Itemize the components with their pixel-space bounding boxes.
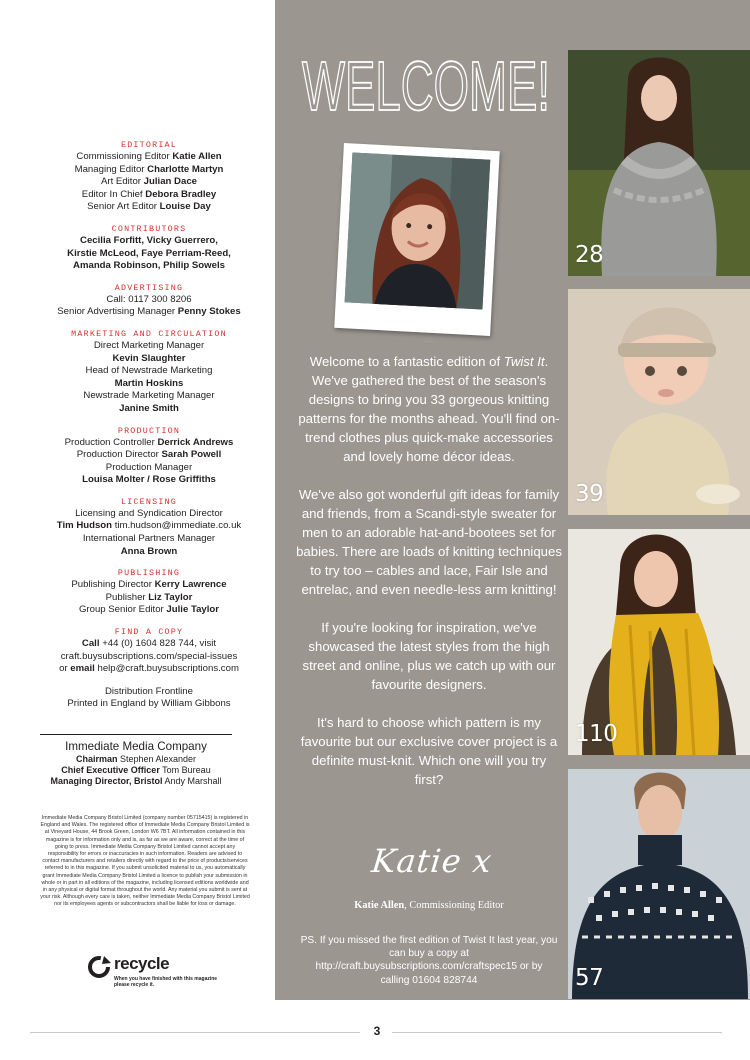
md-label: Managing Director, Bristol bbox=[50, 776, 163, 786]
credit-role: Head of Newstrade Marketing bbox=[85, 365, 213, 377]
advertising-heading: ADVERTISING bbox=[114, 282, 184, 293]
credit-line bbox=[28, 449, 270, 462]
credit-role: Senior Art Editor bbox=[87, 201, 157, 213]
credit-role: Production Director bbox=[76, 449, 159, 461]
ceo-name: Tom Bureau bbox=[162, 765, 211, 775]
credit-role: Commissioning Editor bbox=[76, 151, 170, 162]
legal-notice: Immediate Media Company Bristol Limited (company number 05715415) is registered in England and Wales. The registered office of Immediate Media Company Bristol Limited is at Vineyard House, 44 Brook Green, London W6 7BT. All information contained in this magazine is for information only and is, as far as we are aware, correct at the time of going to press. Immediate Media Company Bristol Limited cannot accept any responsibility for errors or inaccuracies in such information. Readers are advised to contact manufacturers and retailers directly with regard to the price of products/services referred to in this magazine. If you submit unsolicited material to us, you automatically grant Immediate Media Company Bristol Limited a licence to publish your submission in whole or in part in all editions of the magazine, including licensed editions worldwide and in any physical or digital format throughout the world. Any material you submit is sent at your risk. Although every care is taken, neither Immediate Media Company Bristol Limited nor its employees agents or subcontractors shall be liable for loss or damage. bbox=[40, 815, 250, 908]
credit-name: Charlotte Martyn bbox=[147, 163, 224, 175]
credit-name: Julie Taylor bbox=[166, 604, 220, 616]
distribution-text: Distribution Frontline bbox=[105, 685, 193, 697]
credit-line bbox=[28, 201, 270, 214]
editor-photo bbox=[334, 143, 499, 336]
letter-paragraph bbox=[296, 352, 562, 466]
contributors-line: Amanda Robinson, Philip Sowels bbox=[73, 260, 225, 272]
credit-name: Debora Bradley bbox=[145, 188, 217, 200]
credit-name: Louise Day bbox=[159, 201, 211, 213]
chairman-label: Chairman bbox=[75, 754, 118, 764]
signature-credit bbox=[296, 900, 562, 911]
letter-paragraph: It's hard to choose which pattern is my favourite but our exclusive cover project is a definite must-knit. Which one will you try first? bbox=[300, 715, 558, 787]
credit-name: Sarah Powell bbox=[161, 449, 222, 461]
pattern-thumbnail-cable-sweater[interactable] bbox=[568, 50, 750, 276]
letter-paragraph: We've also got wonderful gift ideas for family and friends, from a Scandi-style sweater for men to an adorable hat-and-bootees set for babies. There are loads of knitting techniques to try too – cables and lace, Fair Isle and entrelac, and even needle-less arm knitting! bbox=[296, 487, 562, 597]
credit-line bbox=[28, 437, 270, 450]
contributors-line: Kirstie McLeod, Faye Perriam-Reed, bbox=[67, 247, 231, 259]
company-box bbox=[40, 734, 232, 787]
advertising-section bbox=[28, 283, 270, 319]
credit-name: Kevin Slaughter bbox=[112, 352, 186, 364]
publishing-section bbox=[28, 568, 270, 617]
call-text: +44 (0) 1604 828 744, visit bbox=[102, 638, 217, 650]
credit-role: Production Controller bbox=[64, 436, 155, 448]
editor-portrait bbox=[345, 153, 491, 310]
company-title: Immediate Media Company bbox=[65, 740, 207, 753]
find-copy-section bbox=[28, 627, 270, 676]
licensing-heading: LICENSING bbox=[120, 496, 178, 507]
welcome-title bbox=[300, 47, 552, 125]
letter-text: Welcome to a fantastic edition of bbox=[309, 354, 504, 369]
credit-line bbox=[28, 151, 270, 164]
credit-name: Derrick Andrews bbox=[157, 436, 234, 448]
pattern-thumbnail-yellow-scarf[interactable] bbox=[568, 529, 750, 755]
credit-line bbox=[28, 306, 270, 319]
pattern-thumbnail-baby-hat[interactable] bbox=[568, 289, 750, 515]
credit-role: Newstrade Marketing Manager bbox=[83, 390, 215, 402]
ceo-line bbox=[40, 765, 232, 776]
credit-role: International Partners Manager bbox=[82, 533, 216, 545]
credit-role: Senior Advertising Manager bbox=[57, 306, 176, 318]
credit-role: Licensing and Syndication Director bbox=[75, 507, 223, 519]
credit-line bbox=[28, 592, 270, 605]
editorial-heading: EDITORIAL bbox=[120, 140, 178, 150]
page-reference: 110 bbox=[575, 721, 618, 747]
ps-note: PS. If you missed the first edition of Twist It last year, you can buy a copy at http://craft.buysubscriptions.com/craftspec15 or by calling 01604 828744 bbox=[300, 935, 558, 986]
masthead bbox=[28, 140, 270, 721]
marketing-heading: MARKETING AND CIRCULATION bbox=[71, 328, 227, 339]
credit-name: Kerry Lawrence bbox=[154, 579, 227, 591]
footer-rule-left bbox=[30, 1032, 360, 1033]
distribution-section bbox=[28, 686, 270, 711]
production-heading: PRODUCTION bbox=[117, 425, 181, 436]
pattern-thumbnail-fair-isle-sweater[interactable] bbox=[568, 769, 750, 999]
footer-rule-right bbox=[392, 1032, 722, 1033]
letter-paragraph: If you're looking for inspiration, we've showcased the latest styles from the high street and online, plus we catch up with our favourite designers. bbox=[302, 620, 556, 692]
welcome-title-text: WELCOME! bbox=[302, 47, 550, 125]
credit-role: Publishing Director bbox=[71, 579, 152, 591]
email-link[interactable]: tim.hudson@immediate.co.uk bbox=[114, 520, 242, 532]
or-label: or bbox=[59, 663, 68, 675]
credit-line bbox=[28, 579, 270, 592]
ceo-label: Chief Executive Officer bbox=[61, 765, 160, 775]
chairman-line bbox=[40, 754, 232, 765]
credit-role: Art Editor bbox=[101, 176, 141, 188]
credit-name: Julian Dace bbox=[143, 176, 197, 188]
licensing-section bbox=[28, 497, 270, 558]
md-line bbox=[40, 776, 232, 787]
call-label: Call bbox=[81, 638, 100, 650]
recycle-word: recycle bbox=[114, 954, 170, 973]
credit-line bbox=[28, 604, 270, 617]
contributors-line: Cecilia Forfitt, Vicky Guerrero, bbox=[80, 234, 218, 246]
credit-role: Production Manager bbox=[105, 461, 193, 473]
editor-portrait-art bbox=[345, 153, 491, 310]
credit-line bbox=[28, 189, 270, 202]
credit-name: Janine Smith bbox=[119, 402, 179, 414]
credit-role: , Commissioning Editor bbox=[404, 900, 504, 911]
page-reference: 57 bbox=[575, 965, 604, 991]
email-line bbox=[28, 663, 270, 676]
credit-name: Louisa Molter / Rose Griffiths bbox=[82, 474, 216, 486]
recycle-icon bbox=[86, 954, 112, 980]
subscription-url-link[interactable]: craft.buysubscriptions.com/special-issues bbox=[60, 650, 238, 662]
credit-name: Penny Stokes bbox=[177, 306, 241, 318]
find-copy-heading: FIND A COPY bbox=[114, 627, 184, 638]
credit-name: Katie Allen bbox=[354, 900, 405, 911]
email-label: email bbox=[70, 663, 95, 675]
credit-line bbox=[28, 164, 270, 177]
call-line bbox=[28, 638, 270, 651]
letter-text: . We've gathered the best of the season's designs to bring you 33 gorgeous knitting patterns for the months ahead. You'll find on-trend clothes plus quick-make accessories and lovely home décor ideas. bbox=[298, 354, 560, 464]
editor-signature: Katie x bbox=[369, 842, 495, 880]
credit-name: Tim Hudson bbox=[56, 520, 113, 532]
magazine-title: Twist It bbox=[503, 354, 545, 369]
marketing-section bbox=[28, 329, 270, 416]
credit-role: Group Senior Editor bbox=[78, 604, 164, 616]
credit-line bbox=[28, 520, 270, 533]
page-reference: 28 bbox=[575, 242, 604, 268]
printer-text: Printed in England by William Gibbons bbox=[67, 698, 231, 710]
recycle-subtext: When you have finished with this magazine please recycle it. bbox=[114, 976, 218, 988]
page-reference: 39 bbox=[575, 481, 604, 507]
email-link[interactable]: help@craft.buysubscriptions.com bbox=[97, 663, 239, 675]
contributors-heading: CONTRIBUTORS bbox=[111, 223, 187, 234]
credit-role: Publisher bbox=[105, 591, 146, 603]
publishing-heading: PUBLISHING bbox=[117, 568, 181, 579]
page-number: 3 bbox=[373, 1024, 381, 1038]
credit-line bbox=[28, 176, 270, 189]
credit-name: Katie Allen bbox=[172, 151, 222, 162]
credit-name: Anna Brown bbox=[120, 545, 178, 557]
production-section bbox=[28, 426, 270, 487]
md-name: Andy Marshall bbox=[164, 776, 222, 786]
credit-role: Managing Editor bbox=[74, 163, 145, 175]
credit-role: Editor In Chief bbox=[81, 188, 143, 200]
recycle-logo bbox=[86, 952, 226, 992]
chairman-name: Stephen Alexander bbox=[119, 754, 197, 764]
editorial-section bbox=[28, 140, 270, 214]
contributors-section bbox=[28, 224, 270, 273]
credit-role: Direct Marketing Manager bbox=[93, 339, 205, 351]
credit-name: Liz Taylor bbox=[148, 591, 193, 603]
advertising-phone: Call: 0117 300 8206 bbox=[106, 293, 192, 305]
welcome-letter bbox=[296, 352, 562, 808]
credit-name: Martin Hoskins bbox=[114, 377, 184, 389]
